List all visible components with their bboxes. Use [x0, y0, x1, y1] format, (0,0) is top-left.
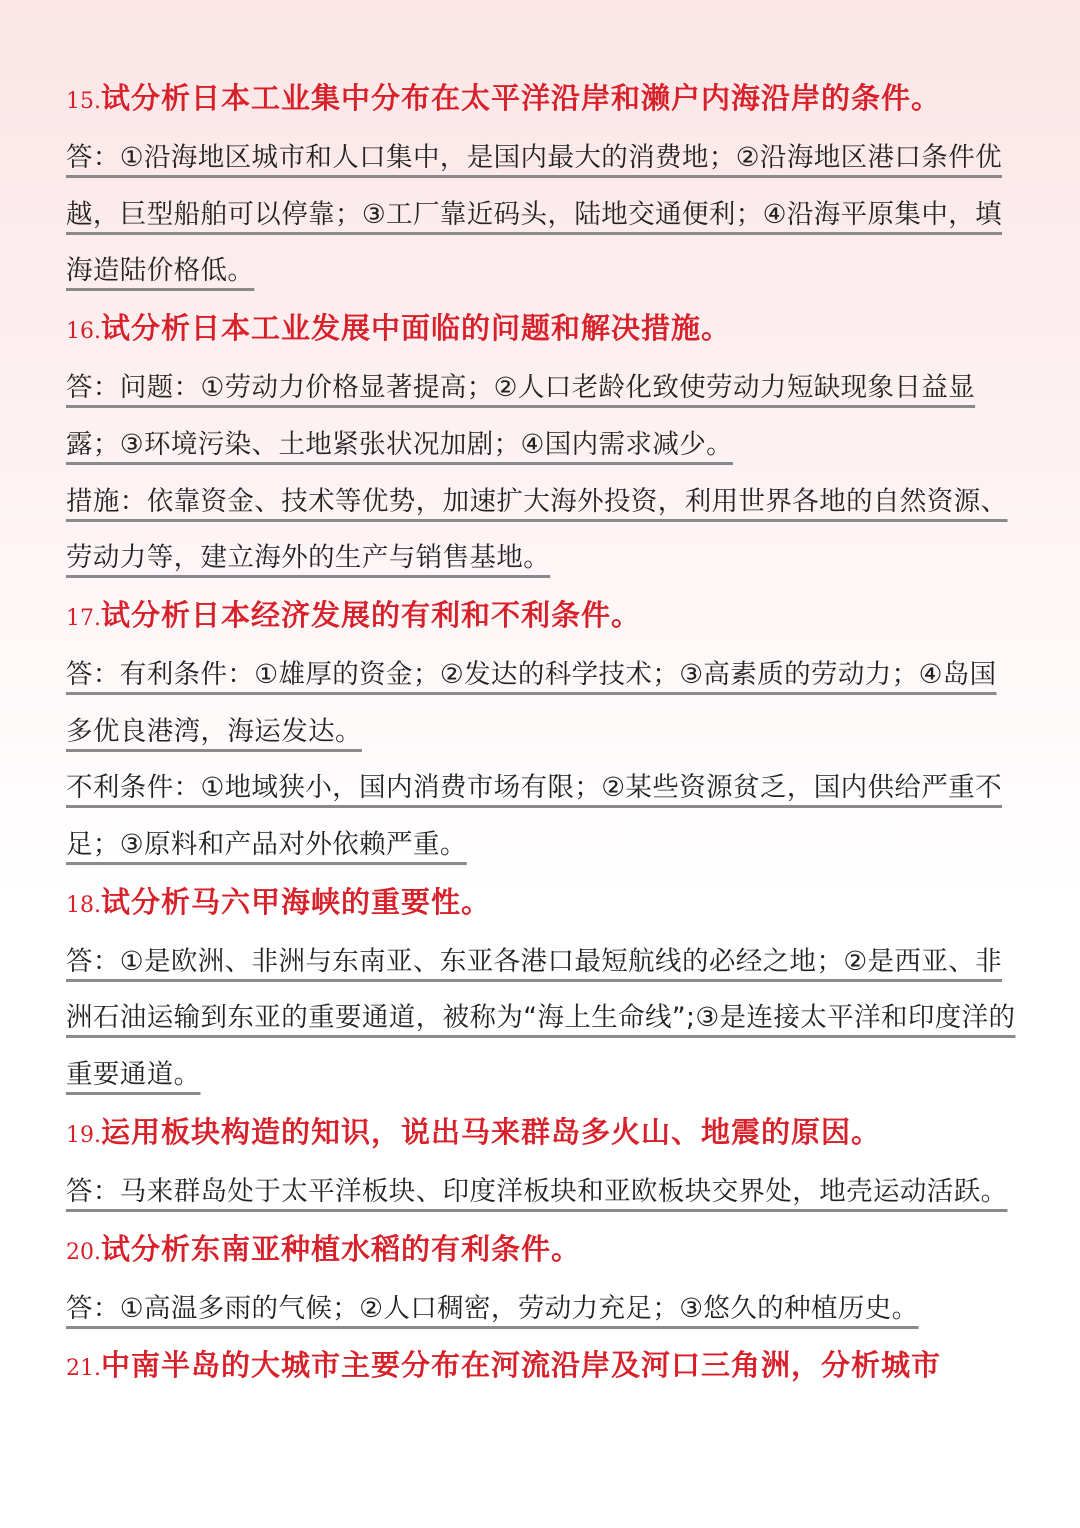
answer-text: 答：①沿海地区城市和人口集中，是国内最大的消费地；②沿海地区港口条件优越，巨型船舶可以停靠；③工厂靠近码头，陆地交通便利；④沿海平原集中，填海造陆价格低。 [66, 142, 1003, 287]
question-number: 21. [66, 1356, 101, 1382]
question-text: 试分析马六甲海峡的重要性。 [101, 884, 492, 919]
question-heading [66, 587, 1016, 647]
answer-paragraph [66, 130, 1016, 300]
answer-paragraph [66, 474, 1016, 587]
question-text: 试分析日本工业发展中面临的问题和解决措施。 [101, 311, 732, 346]
question-text: 试分析东南亚种植水稻的有利条件。 [101, 1231, 582, 1266]
question-text: 运用板块构造的知识，说出马来群岛多火山、地震的原因。 [101, 1114, 882, 1149]
qa-item-18 [66, 874, 1016, 1104]
answer-text: 不利条件：①地域狭小，国内消费市场有限；②某些资源贫乏，国内供给严重不足；③原料和产品对外依赖严重。 [66, 772, 1003, 861]
question-heading [66, 874, 1016, 934]
question-text: 试分析日本工业集中分布在太平洋沿岸和濑户内海沿岸的条件。 [101, 81, 942, 115]
qa-item-16 [66, 300, 1016, 587]
answer-text: 答：问题：①劳动力价格显著提高；②人口老龄化致使劳动力短缺现象日益显露；③环境污染、土地紧张状况加剧；④国内需求减少。 [66, 372, 976, 460]
question-text: 试分析日本经济发展的有利和不利条件。 [101, 597, 642, 632]
answer-text: 答：有利条件：①雄厚的资金；②发达的科学技术；③高素质的劳动力；④岛国多优良港湾，海运发达。 [66, 658, 997, 747]
answer-paragraph [66, 1281, 1016, 1338]
question-number: 16. [66, 319, 101, 345]
question-number: 20. [66, 1239, 101, 1265]
answer-text: 答：①高温多雨的气候；②人口稠密，劳动力充足；③悠久的种植历史。 [66, 1292, 919, 1324]
question-heading [66, 1221, 1016, 1281]
question-number: 17. [66, 605, 101, 631]
answer-paragraph [66, 647, 1016, 760]
answer-text: 答：马来群岛处于太平洋板块、印度洋板块和亚欧板块交界处，地壳运动活跃。 [66, 1175, 1008, 1207]
answer-paragraph [66, 360, 1016, 473]
qa-item-19 [66, 1104, 1016, 1221]
question-heading [66, 1337, 1016, 1397]
answer-text: 措施：依靠资金、技术等优势，加速扩大海外投资，利用世界各地的自然资源、劳动力等，建立海外的生产与销售基地。 [66, 485, 1008, 574]
question-heading [66, 70, 1016, 130]
question-number: 18. [66, 892, 101, 918]
qa-document [66, 70, 1016, 1397]
question-heading [66, 1104, 1016, 1164]
question-text: 中南半岛的大城市主要分布在河流沿岸及河口三角洲，分析城市 [101, 1348, 942, 1383]
qa-item-17 [66, 587, 1016, 874]
question-number: 19. [66, 1122, 101, 1148]
answer-paragraph [66, 934, 1016, 1104]
question-heading [66, 300, 1016, 360]
question-number: 15. [66, 89, 101, 114]
answer-paragraph [66, 760, 1016, 873]
qa-item-21 [66, 1337, 1016, 1397]
answer-paragraph [66, 1164, 1016, 1221]
answer-text: 答：①是欧洲、非洲与东南亚、东亚各港口最短航线的必经之地；②是西亚、非洲石油运输到东亚的重要通道，被称为“海上生命线”;③是连接太平洋和印度洋的重要通道。 [66, 945, 1016, 1091]
qa-item-20 [66, 1221, 1016, 1338]
qa-item-15 [66, 70, 1016, 300]
